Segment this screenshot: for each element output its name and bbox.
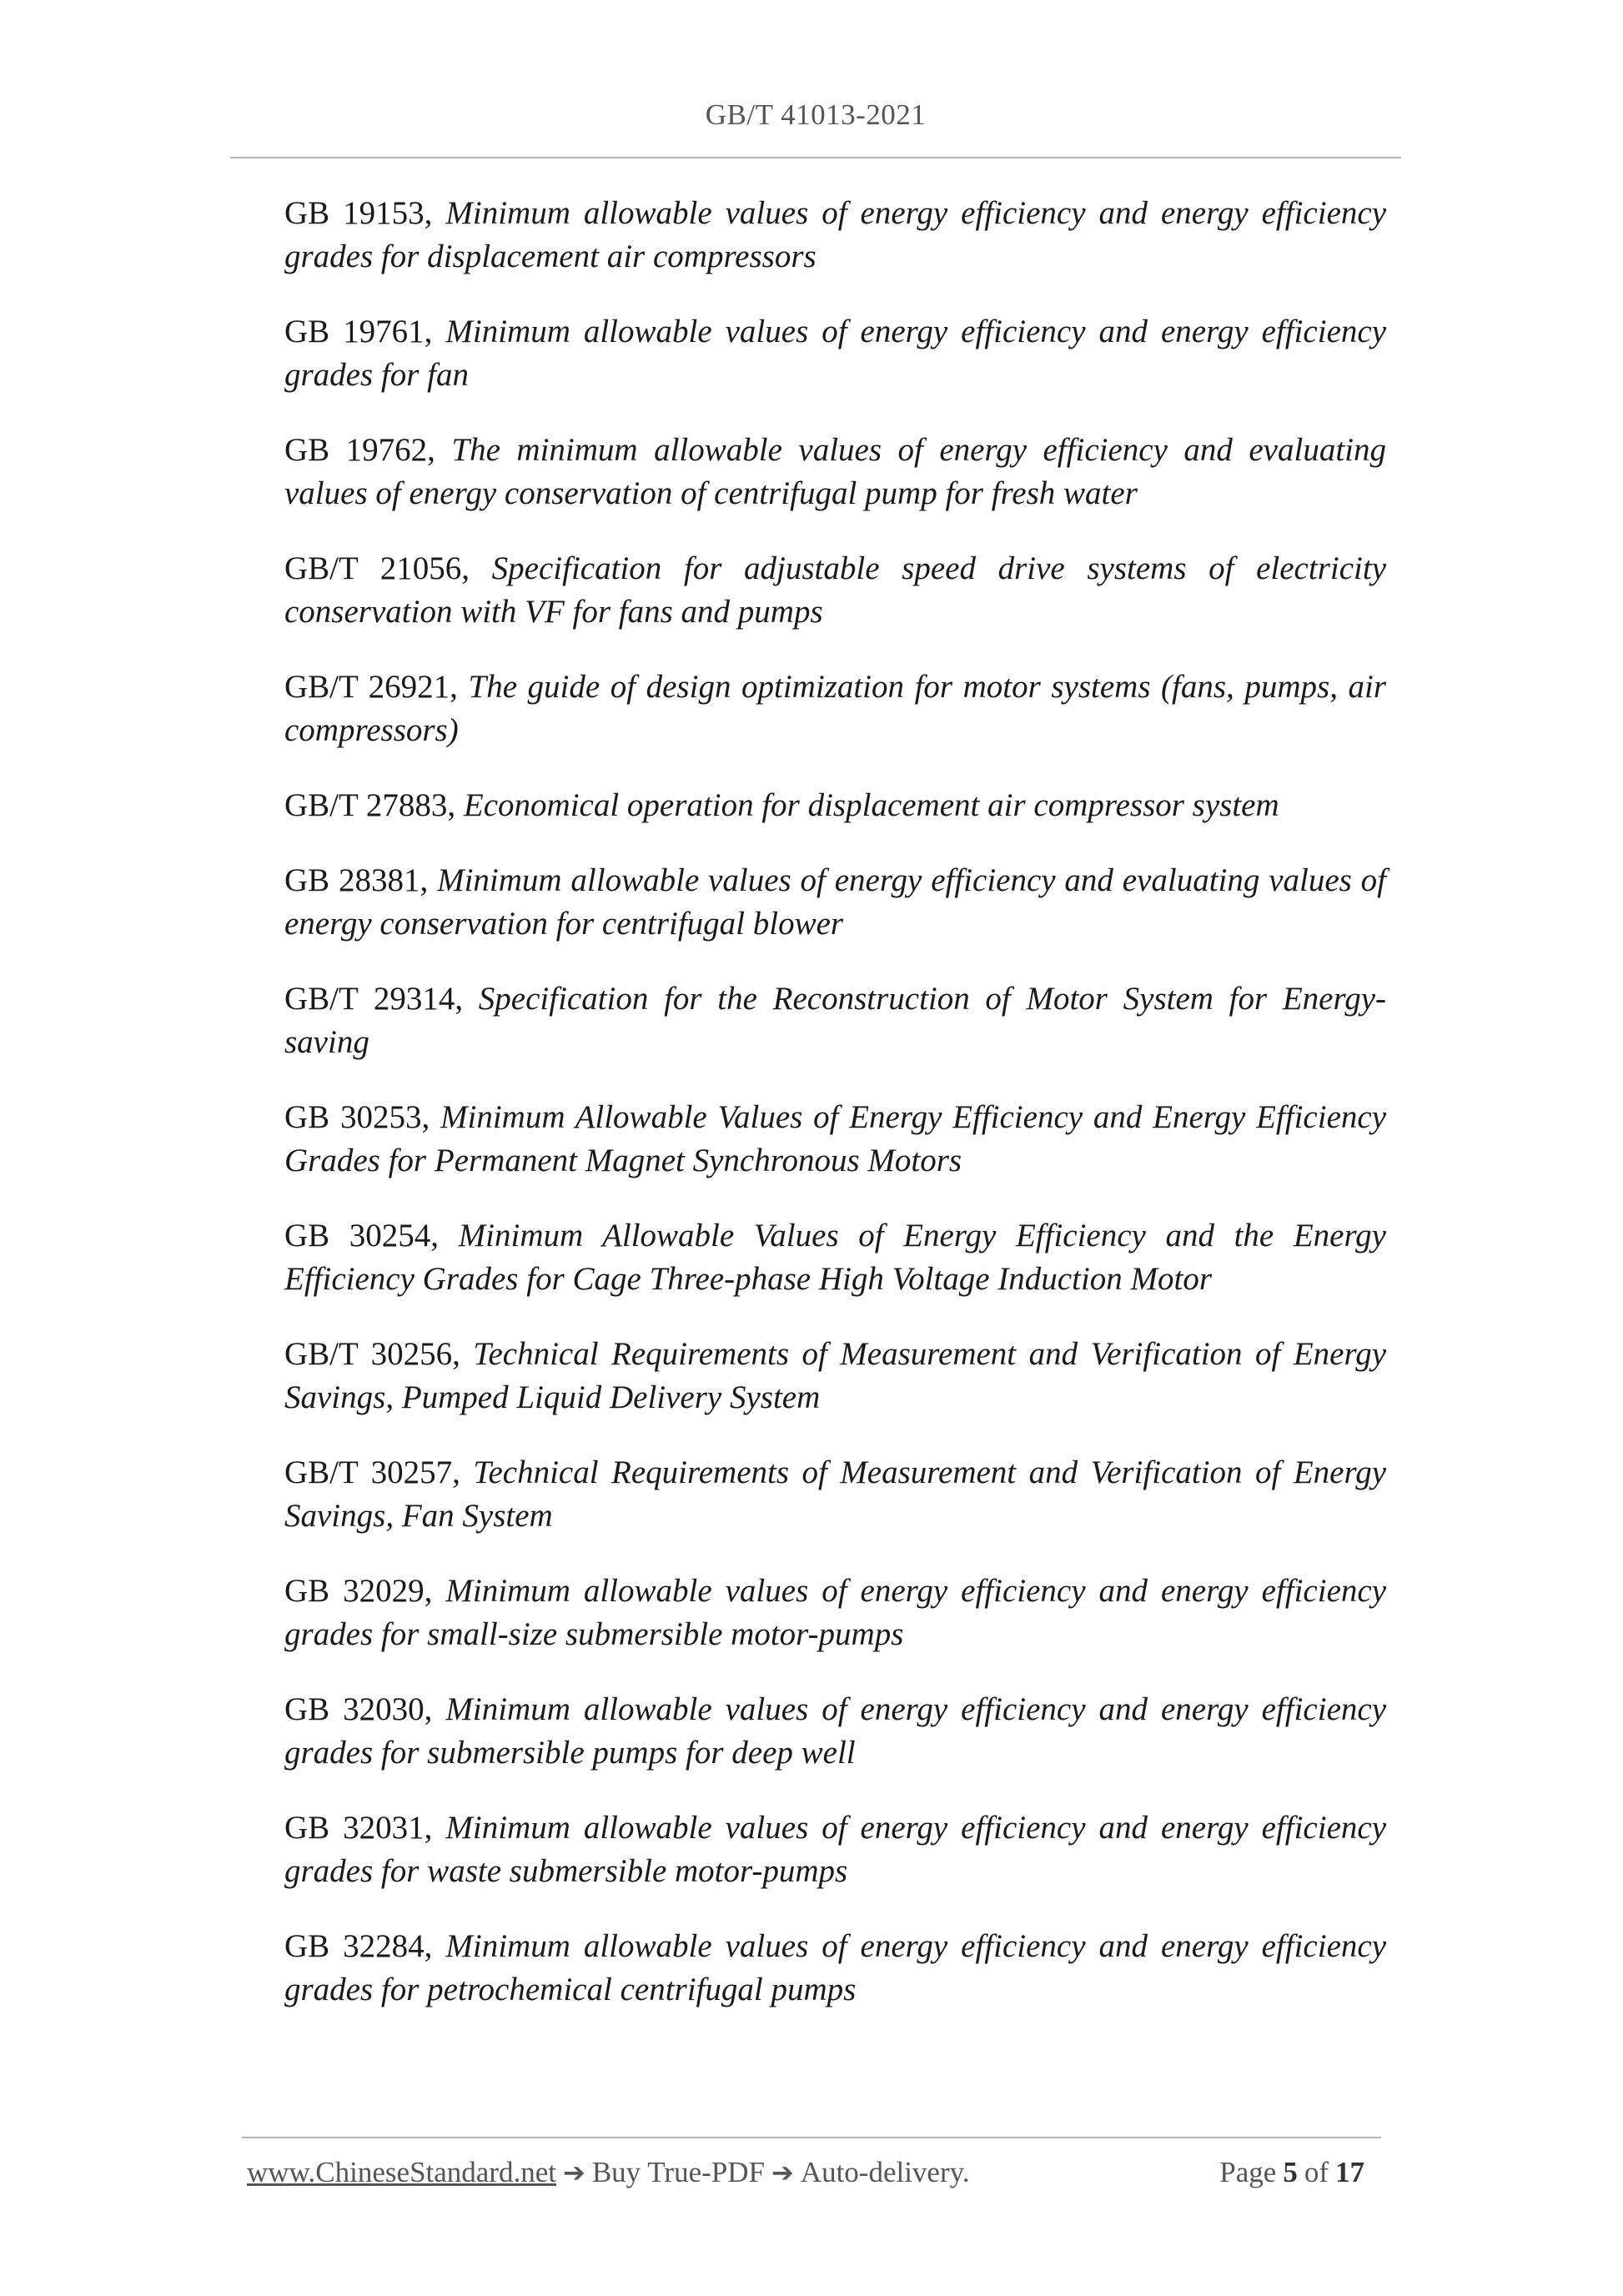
page-number — [1219, 2156, 1371, 2189]
reference-title: Economical operation for displacement air compressor system — [463, 787, 1279, 823]
reference-item — [284, 666, 1386, 752]
reference-title: Minimum allowable values of energy efficiency and energy efficiency grades for small-size submersible motor-pumps — [284, 1573, 1387, 1652]
header-divider — [230, 157, 1401, 158]
reference-item — [284, 429, 1386, 515]
reference-title: Technical Requirements of Measurement and Verification of Energy Savings, Fan System — [284, 1454, 1386, 1534]
reference-title: Minimum allowable values of energy efficiency and energy efficiency grades for displacement air compressors — [284, 195, 1387, 274]
reference-code: GB 19762, — [284, 432, 435, 468]
reference-title: Minimum Allowable Values of Energy Efficiency and Energy Efficiency Grades for Permanent Magnet Synchronous Motors — [284, 1099, 1386, 1178]
reference-item — [284, 977, 1386, 1064]
reference-title: Minimum allowable values of energy efficiency and energy efficiency grades for petrochemical centrifugal pumps — [284, 1928, 1387, 2007]
reference-code: GB 30253, — [284, 1099, 430, 1135]
page-current: 5 — [1283, 2156, 1298, 2188]
reference-item — [284, 1925, 1386, 2012]
reference-code: GB/T 26921, — [284, 669, 458, 705]
reference-title: Minimum allowable values of energy efficiency and energy efficiency grades for waste submersible motor-pumps — [284, 1810, 1387, 1889]
reference-item — [284, 547, 1386, 634]
reference-code: GB 19761, — [284, 314, 433, 349]
page-label: Page — [1219, 2156, 1277, 2188]
reference-item — [284, 1451, 1386, 1538]
footer-divider — [242, 2137, 1381, 2138]
reference-code: GB/T 21056, — [284, 550, 470, 586]
reference-item — [284, 784, 1386, 827]
reference-code: GB/T 30256, — [284, 1336, 460, 1372]
arrow-right-icon: ➔ — [771, 2157, 794, 2188]
reference-item — [284, 310, 1386, 397]
reference-title: Minimum allowable values of energy efficiency and energy efficiency grades for submersible pumps for deep well — [284, 1691, 1387, 1771]
reference-code: GB 32031, — [284, 1810, 433, 1846]
reference-title: Specification for adjustable speed drive systems of electricity conservation with VF for fans and pumps — [284, 550, 1387, 630]
reference-code: GB 32284, — [284, 1928, 433, 1964]
page-total: 17 — [1335, 2156, 1364, 2188]
document-header: GB/T 41013-2021 — [705, 98, 927, 131]
reference-item — [284, 1570, 1386, 1656]
reference-title: Minimum Allowable Values of Energy Efficiency and the Energy Efficiency Grades for Cage Three-phase High Voltage Induction Motor — [284, 1218, 1386, 1297]
arrow-right-icon: ➔ — [563, 2157, 585, 2188]
reference-title: Specification for the Reconstruction of Motor System for Energy-saving — [284, 981, 1387, 1060]
reference-item — [284, 1333, 1386, 1419]
reference-title: The minimum allowable values of energy efficiency and evaluating values of energy conservation of centrifugal pump for fresh water — [284, 432, 1386, 511]
reference-item — [284, 1214, 1386, 1301]
reference-item — [284, 859, 1386, 946]
reference-item — [284, 1096, 1386, 1183]
reference-item — [284, 1806, 1386, 1893]
reference-code: GB/T 29314, — [284, 981, 464, 1017]
page-of-label: of — [1304, 2156, 1329, 2188]
reference-code: GB 19153, — [284, 195, 433, 231]
reference-code: GB 32029, — [284, 1573, 433, 1609]
reference-item — [284, 1688, 1386, 1775]
reference-code: GB 32030, — [284, 1691, 433, 1727]
reference-item — [284, 192, 1386, 279]
reference-code: GB/T 30257, — [284, 1454, 460, 1490]
reference-title: Minimum allowable values of energy efficiency and evaluating values of energy conservation for centrifugal blower — [284, 862, 1387, 942]
normative-references-list — [284, 192, 1386, 2043]
footer-promo — [247, 2156, 970, 2189]
reference-title: Minimum allowable values of energy efficiency and energy efficiency grades for fan — [284, 314, 1387, 393]
reference-code: GB 28381, — [284, 862, 429, 898]
reference-code: GB 30254, — [284, 1218, 440, 1254]
reference-title: The guide of design optimization for motor systems (fans, pumps, air compressors) — [284, 669, 1387, 748]
reference-title: Technical Requirements of Measurement and Verification of Energy Savings, Pumped Liquid Delivery System — [284, 1336, 1386, 1415]
site-link[interactable]: www.ChineseStandard.net — [247, 2156, 556, 2188]
auto-delivery-text: Auto-delivery. — [800, 2156, 970, 2188]
reference-code: GB/T 27883, — [284, 787, 456, 823]
buy-pdf-text: Buy True-PDF — [591, 2156, 765, 2188]
